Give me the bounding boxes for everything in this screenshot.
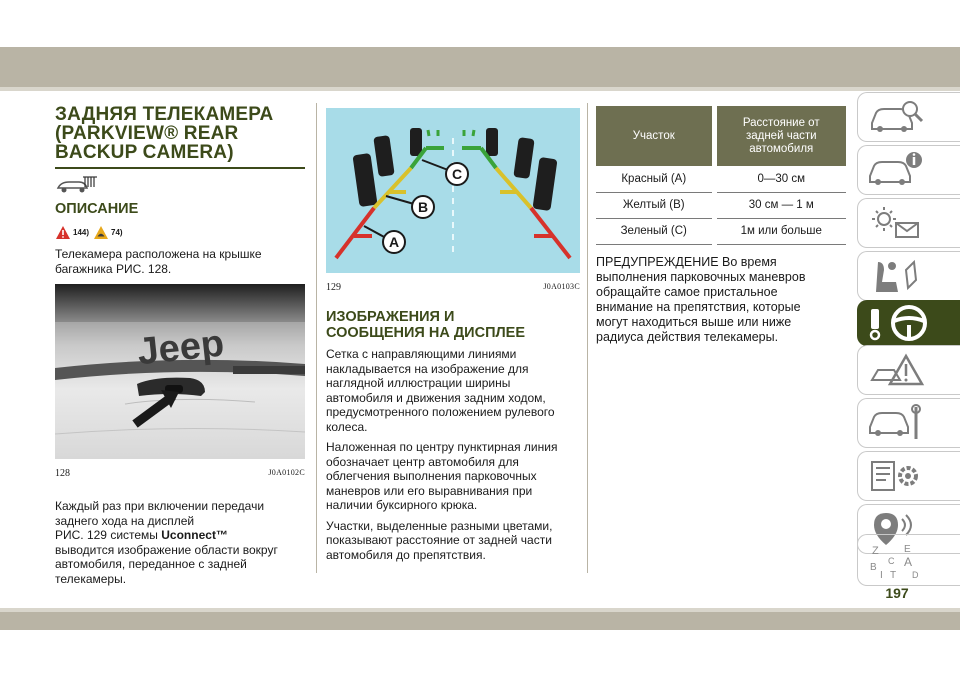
car-info-icon: [866, 150, 926, 190]
specifications-gear-icon: [866, 456, 926, 496]
title-line-3: BACKUP CAMERA): [55, 142, 234, 163]
warning-line-1: ПРЕДУПРЕЖДЕНИЕ Во время: [596, 254, 777, 269]
column-divider-1: [316, 103, 317, 573]
column-right: [596, 100, 846, 345]
sidebar-tab-tile: [857, 534, 960, 586]
grid-line-1: Сетка с направляющими линиями: [326, 347, 517, 361]
grid-line-3: наглядной иллюстрации ширины: [326, 376, 511, 390]
figure-129: [326, 108, 580, 293]
equipment-chip: [55, 173, 305, 197]
zone-label-b: B: [417, 199, 429, 215]
centerline-line-5: наличии буксирного крюка.: [326, 498, 478, 512]
table-cell-zone: Желтый (B): [596, 192, 714, 218]
centerline-paragraph: [326, 440, 580, 513]
tailgate-camera-photo: [55, 284, 305, 459]
title-line-2: (PARKVIEW® REAR: [55, 123, 239, 144]
grid-paragraph: [326, 347, 580, 434]
car-tools-icon: [866, 403, 926, 443]
sidebar-tab-emergency[interactable]: [857, 345, 960, 395]
sidebar-tab-tile: [857, 451, 960, 501]
dashboard-lights-icon: [866, 203, 926, 243]
centerline-line-1: Наложенная по центру пунктирная линия: [326, 440, 558, 454]
sidebar-tab-tile: [857, 198, 960, 248]
table-cell-distance: 30 см — 1 м: [714, 192, 846, 218]
warning-triangle-icon: [866, 350, 926, 390]
page-number: 197: [885, 585, 909, 601]
warning-paragraph: [596, 255, 846, 345]
centerline-line-2: обозначает центр автомобиля для: [326, 454, 519, 469]
uconnect-brand: Uconnect™: [161, 528, 228, 542]
zone-label-a: A: [388, 234, 400, 250]
grid-line-6: колеса.: [326, 419, 368, 434]
figure-129-code: J0A0103C: [543, 282, 580, 291]
jeep-logo-text: Jeep: [135, 322, 226, 374]
grid-line-2: накладывается на изображение для: [326, 361, 529, 376]
zones-line-2: показывают расстояние от задней части: [326, 533, 552, 547]
seat-safety-icon: [866, 256, 926, 296]
zones-paragraph: [326, 519, 580, 563]
svg-text:A: A: [904, 555, 913, 569]
heading-description: ОПИСАНИЕ: [55, 201, 139, 217]
uconnect-paragraph: [55, 499, 305, 586]
svg-text:E: E: [904, 544, 911, 555]
car-search-icon: [866, 97, 926, 137]
svg-text:Z: Z: [872, 545, 879, 557]
header-distance-line-1: Расстояние от: [742, 116, 820, 129]
svg-text:D: D: [912, 570, 919, 580]
centerline-line-3: облегчения выполнения парковочных: [326, 469, 537, 483]
svg-text:T: T: [890, 570, 897, 581]
figure-128: [55, 284, 305, 479]
index-letters-icon: [866, 538, 926, 582]
sidebar-tab-knowing-vehicle[interactable]: [857, 92, 960, 142]
column-left: [55, 100, 305, 586]
intro-paragraph: [55, 247, 305, 276]
footer-band: [0, 612, 960, 630]
zones-line-3: автомобиля до препятствия.: [326, 547, 486, 562]
sidebar-tab-safety[interactable]: [857, 251, 960, 301]
svg-text:B: B: [870, 562, 877, 573]
table-cell-distance: 1м или больше: [714, 218, 846, 244]
uconnect-line-1: Каждый раз при включении передачи: [55, 499, 265, 513]
table-row: [596, 166, 846, 192]
sidebar-tab-index[interactable]: [857, 534, 960, 586]
warning-line-5: могут находиться выше или ниже: [596, 314, 792, 329]
distance-table: [596, 106, 846, 245]
sidebar-tab-info[interactable]: [857, 145, 960, 195]
header-distance-line-3: автомобиля: [749, 142, 814, 155]
centerline-line-4: маневров или его выравнивания при: [326, 483, 533, 498]
svg-text:I: I: [880, 570, 883, 581]
figure-128-code: J0A0102C: [268, 468, 305, 477]
column-middle: [326, 100, 580, 562]
table-header-zone: Участок: [596, 106, 714, 166]
intro-line-1: Телекамера расположена на крышке: [55, 247, 262, 261]
svg-text:C: C: [888, 556, 895, 566]
warning-line-6: радиуса действия телекамеры.: [596, 329, 779, 344]
sidebar-tab-tile-active: [857, 300, 960, 346]
uconnect-line-6: телекамеры.: [55, 571, 127, 586]
heading-images-messages: [326, 309, 580, 341]
caution-triangle-icon: [93, 225, 109, 240]
uconnect-line-2: заднего хода на дисплей: [55, 513, 195, 528]
zones-line-1: Участки, выделенные разными цветами,: [326, 518, 553, 533]
title-line-1: ЗАДНЯЯ ТЕЛЕКАМЕРА: [55, 104, 274, 125]
header-distance-line-2: задней части: [745, 129, 817, 142]
uconnect-line-3: [55, 528, 305, 543]
sidebar-tab-tile: [857, 345, 960, 395]
uconnect-line-5: автомобиля, переданное с задней: [55, 557, 247, 571]
sidebar-tab-starting-driving-active[interactable]: [857, 300, 960, 346]
sidebar-tab-dashboard[interactable]: [857, 198, 960, 248]
header-band: [0, 47, 960, 87]
steering-wheel-icon: [865, 303, 935, 343]
column-divider-2: [587, 103, 588, 573]
sidebar-tab-specifications[interactable]: [857, 451, 960, 501]
uconnect-line-4: выводится изображение области вокруг: [55, 542, 278, 557]
sidebar-tab-tile: [857, 398, 960, 448]
figure-128-number: 128: [55, 468, 70, 479]
warning-line-4: внимание на препятствия, которые: [596, 299, 801, 314]
warning-references: [55, 223, 305, 241]
warning-ref-2: 74): [111, 227, 123, 237]
table-header-distance: [714, 106, 846, 166]
table-row: [596, 192, 846, 218]
sidebar-tab-tile: [857, 251, 960, 301]
grid-line-5: предусмотренного положением рулевого: [326, 405, 555, 419]
warning-line-2: выполнения парковочных маневров: [596, 269, 806, 284]
intro-line-2: багажника РИС. 128.: [55, 261, 172, 276]
zone-label-c: C: [451, 166, 463, 182]
figure-129-caption: [326, 282, 580, 293]
backup-camera-display: [326, 108, 580, 273]
heading-images-line-1: ИЗОБРАЖЕНИЯ И: [326, 309, 455, 325]
table-cell-zone: Красный (A): [596, 166, 714, 192]
figure-128-caption: [55, 468, 305, 479]
figure-129-number: 129: [326, 282, 341, 293]
warning-triangle-icon: [55, 225, 71, 240]
sidebar-tab-tile: [857, 92, 960, 142]
uconnect-line-3-text: РИС. 129 системы: [55, 528, 162, 542]
table-row: [596, 218, 846, 244]
table-cell-distance: 0—30 см: [714, 166, 846, 192]
table-header-row: [596, 106, 846, 166]
table-cell-zone: Зеленый (C): [596, 218, 714, 244]
sidebar-tab-servicing[interactable]: [857, 398, 960, 448]
section-title: [55, 105, 305, 169]
heading-images-line-2: СООБЩЕНИЯ НА ДИСПЛЕЕ: [326, 325, 526, 341]
chip-icon: [55, 174, 99, 196]
sidebar-tab-tile: [857, 145, 960, 195]
header-band-line: [0, 87, 960, 91]
grid-line-4: автомобиля и движения задним ходом,: [326, 390, 546, 405]
warning-line-3: обращайте самое пристальное: [596, 284, 778, 299]
warning-ref-1: 144): [73, 227, 90, 237]
